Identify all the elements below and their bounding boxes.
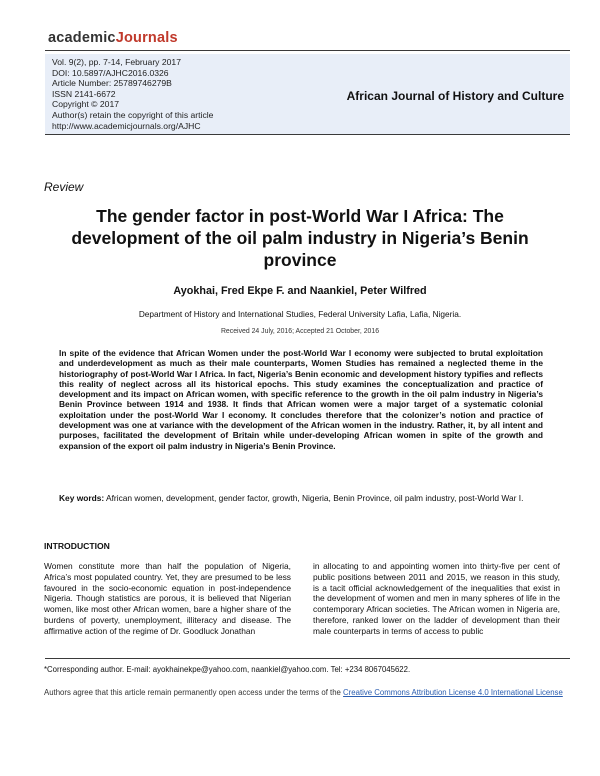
- keywords: [59, 493, 543, 503]
- affiliation: Department of History and International Studies, Federal University Lafia, Lafia, Nigeria.: [138, 309, 462, 319]
- abstract: In spite of the evidence that African Women under the post-World War I economy were subjected to brutal exploitation and underdevelopment as much as their male counterparts, Women Studies has remained a neglected theme in the historiography of post-World War I Africa. In fact, Nigeria’s Benin economic and development history typifies and reflects this reality of neglect across all its historical epochs. This study examines the conceptualization and practice of development and its impact on African women, with specific reference to the growth in the oil palm industry in Nigeria’s Benin Province between 1914 and 1938. It finds that African women were a major target of a systematic colonial exploitation under the post-World War I economy. It concludes therefore that the colonizer’s notion and practice of development was one at variance with the development of the African women in the industry. Rather, it, by all intent and purposes, facilitated the development of Britain while under-developing African women in spite of the growth and expansion of the export oil palm industry in Nigeria’s Benin Province.: [59, 348, 543, 451]
- article-type: Review: [44, 180, 84, 194]
- publisher-logo-suffix: Journals: [115, 30, 178, 46]
- license-text: Authors agree that this article remain permanently open access under the terms of the: [44, 688, 344, 697]
- body-column-right: in allocating to and appointing women into thirty-five per cent of public positions between 2011 and 2015, we reason in this study, is a tacit official acknowledgement of the inequalities that exist in the development of women and men in many spheres of life in the contemporary African societies. The African women in Nigeria are, therefore, ranked lower on the ladder of development than their male counterparts in terms of access to public: [313, 561, 560, 636]
- keywords-text: African women, development, gender factor, growth, Nigeria, Benin Province, oil palm industry, post-World War I.: [104, 493, 524, 503]
- footnote-rule: [45, 658, 570, 659]
- meta-copyright: Copyright © 2017: [52, 99, 120, 110]
- meta-article-number: Article Number: 25789746279B: [52, 78, 172, 89]
- meta-volume: Vol. 9(2), pp. 7-14, February 2017: [52, 57, 181, 67]
- publisher-logo-prefix: academic: [48, 30, 116, 46]
- body-column-left: Women constitute more than half the population of Nigeria, Africa’s most populated country. Yet, they are presumed to be less favoured in the socio-economic equation in post-independence Nigeria. Though statistics are porous, it is believed that Nigerian women, like most other African women, bare a higher share of the burdens of poverty, unemployment, illiteracy and disease. The affirmative action of the regime of Dr. Goodluck Jonathan: [44, 561, 291, 636]
- header-rule-top: [45, 50, 570, 51]
- corresponding-author-footnote: *Corresponding author. E-mail: ayokhainekpe@yahoo.com, naankiel@yahoo.com. Tel: +234 8067045622.: [44, 665, 411, 674]
- meta-issn: ISSN 2141-6672: [52, 88, 116, 99]
- received-dates: Received 24 July, 2016; Accepted 21 October, 2016: [220, 328, 380, 335]
- authors: Ayokhai, Fred Ekpe F. and Naankiel, Peter Wilfred: [173, 285, 427, 297]
- meta-doi: DOI: 10.5897/AJHC2016.0326: [52, 67, 169, 78]
- license-link[interactable]: Creative Commons Attribution License 4.0 International License: [343, 688, 563, 697]
- article-title: The gender factor in post-World War I Africa: The development of the oil palm industry in Nigeria’s Benin province: [71, 206, 529, 270]
- license-note: [44, 688, 564, 698]
- article-meta: [52, 57, 213, 131]
- header-rule-bottom: [45, 134, 570, 135]
- meta-journal-url[interactable]: http://www.academicjournals.org/AJHC: [52, 120, 201, 131]
- journal-name: African Journal of History and Culture: [346, 89, 564, 103]
- publisher-logo: [48, 30, 178, 46]
- section-heading-introduction: INTRODUCTION: [44, 541, 110, 551]
- meta-rights: Author(s) retain the copyright of this article: [52, 109, 214, 120]
- keywords-label: Key words:: [59, 493, 105, 503]
